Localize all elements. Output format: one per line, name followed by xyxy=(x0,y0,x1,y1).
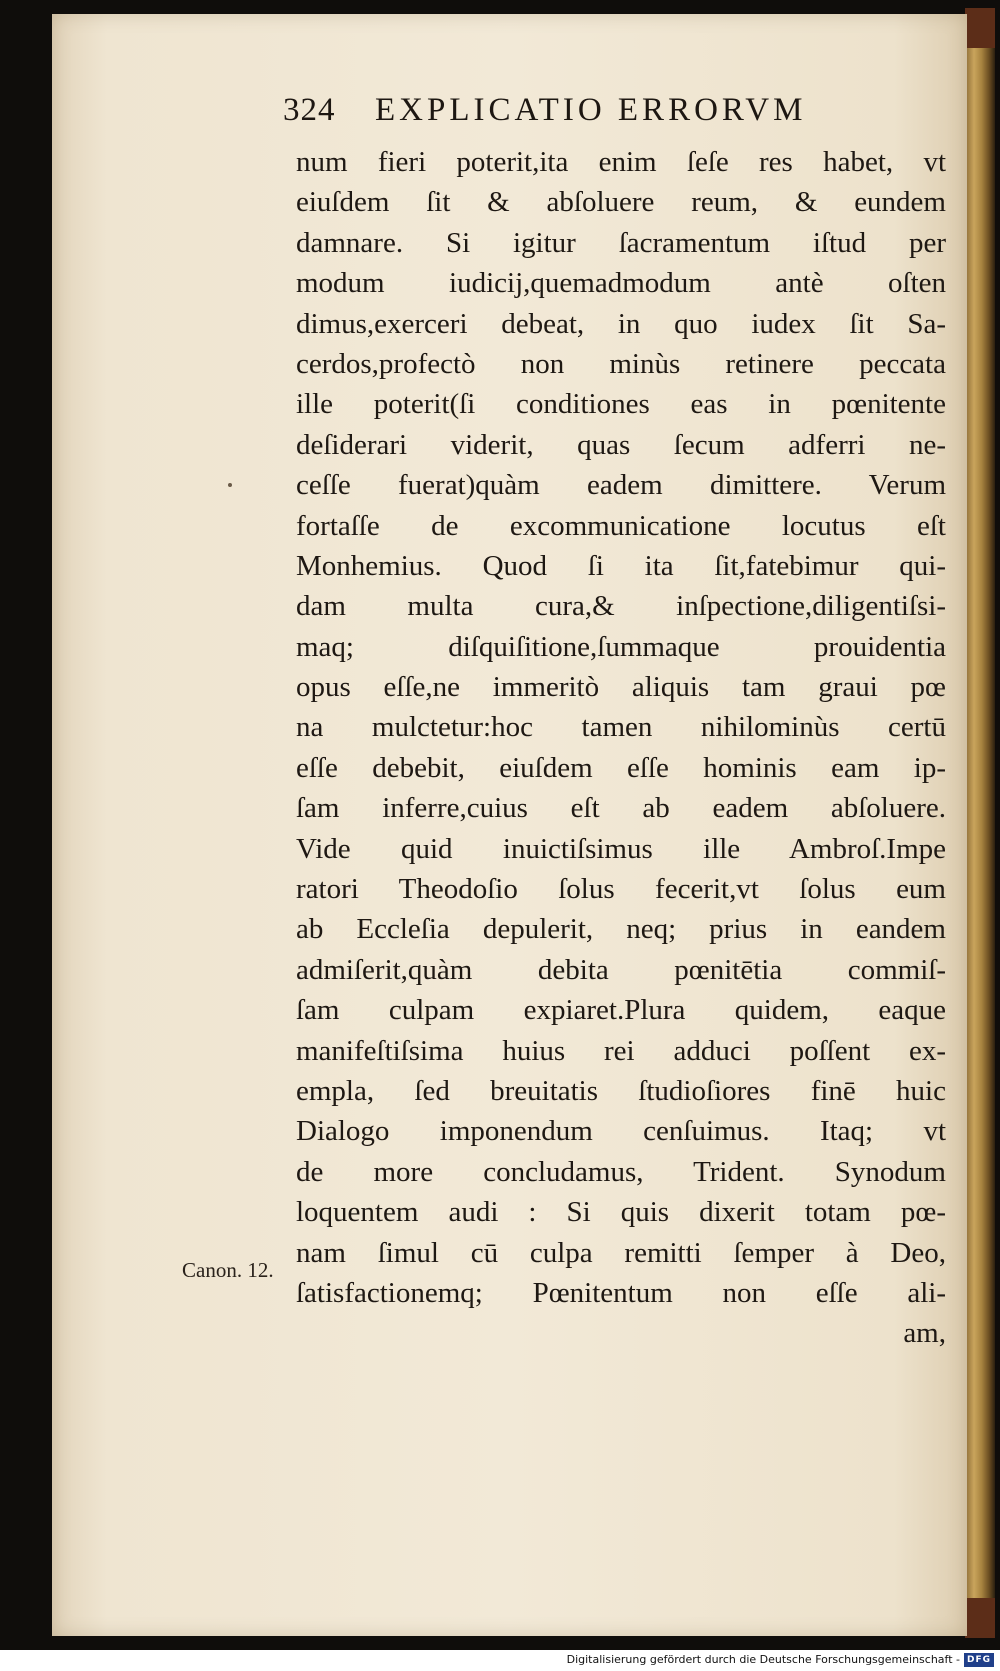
text-line: nam ſimul cū culpa remitti ſemper à Deo, xyxy=(296,1236,946,1269)
text-line: admiſerit,quàm debita pœnitētia commiſ- xyxy=(296,953,946,986)
text-line: am, xyxy=(903,1317,946,1350)
text-line: cerdos,profectò non minùs retinere peccata xyxy=(296,347,946,380)
text-line: de more concludamus, Trident. Synodum xyxy=(296,1155,946,1188)
text-line: eſſe debebit, eiuſdem eſſe hominis eam ip- xyxy=(296,751,946,784)
running-head: EXPLICATIO ERRORVM xyxy=(375,92,807,128)
footer-credit: Digitalisierung gefördert durch die Deutsche Forschungsgemeinschaft - xyxy=(566,1653,960,1666)
page-number: 324 xyxy=(283,92,336,128)
text-line: ab Eccleſia depulerit, neq; prius in eandem xyxy=(296,913,946,946)
dfg-logo-icon: DFG xyxy=(964,1653,994,1667)
text-line: num fieri poterit,ita enim ſeſe res habet, vt xyxy=(296,146,946,178)
text-line: Vide quid inuictiſsimus ille Ambroſ.Impe xyxy=(296,832,946,865)
text-line: ſatisfactionemq; Pœnitentum non eſſe ali- xyxy=(296,1276,946,1309)
text-line: loquentem audi : Si quis dixerit totam pœ- xyxy=(296,1196,946,1229)
text-line: empla, ſed breuitatis ſtudioſiores finē huic xyxy=(296,1074,946,1107)
marginal-note: Canon. 12. xyxy=(182,1258,274,1282)
text-line: na mulctetur:hoc tamen nihilominùs certū xyxy=(296,711,946,744)
body-text xyxy=(296,142,946,1354)
page-header xyxy=(283,92,923,138)
footer-strip xyxy=(0,1650,1000,1671)
text-line: damnare. Si igitur ſacramentum iſtud per xyxy=(296,226,946,259)
text-line: manifeſtiſsima huius rei adduci poſſent ex- xyxy=(296,1034,946,1067)
text-line: dam multa cura,& inſpectione,diligentiſsi- xyxy=(296,590,946,623)
book-edge-band-bottom xyxy=(965,1598,995,1638)
text-line: modum iudicij,quemadmodum antè oſten xyxy=(296,267,946,300)
text-line: Dialogo imponendum cenſuimus. Itaq; vt xyxy=(296,1115,946,1148)
text-line: ceſſe fuerat)quàm eadem dimittere. Verum xyxy=(296,469,946,502)
text-line: ſam inferre,cuius eſt ab eadem abſoluere. xyxy=(296,792,946,825)
text-line: eiuſdem ſit & abſoluere reum, & eundem xyxy=(296,186,946,219)
text-line: opus eſſe,ne immeritò aliquis tam graui pœ xyxy=(296,671,946,704)
book-edge-band-top xyxy=(965,8,995,48)
book-edge xyxy=(965,8,995,1638)
text-line: maq; diſquiſitione,ſummaque prouidentia xyxy=(296,630,946,663)
text-line: ſam culpam expiaret.Plura quidem, eaque xyxy=(296,994,946,1027)
text-line: Monhemius. Quod ſi ita ſit,fatebimur qui- xyxy=(296,549,946,582)
text-line: ille poterit(ſi conditiones eas in pœnitente xyxy=(296,388,946,421)
text-line: dimus,exerceri debeat, in quo iudex ſit Sa- xyxy=(296,307,946,340)
text-line: deſiderari viderit, quas ſecum adferri ne- xyxy=(296,428,946,461)
ink-speck xyxy=(228,483,232,487)
text-line: fortaſſe de excommunicatione locutus eſt xyxy=(296,509,946,542)
text-line: ratori Theodoſio ſolus fecerit,vt ſolus eum xyxy=(296,873,946,906)
